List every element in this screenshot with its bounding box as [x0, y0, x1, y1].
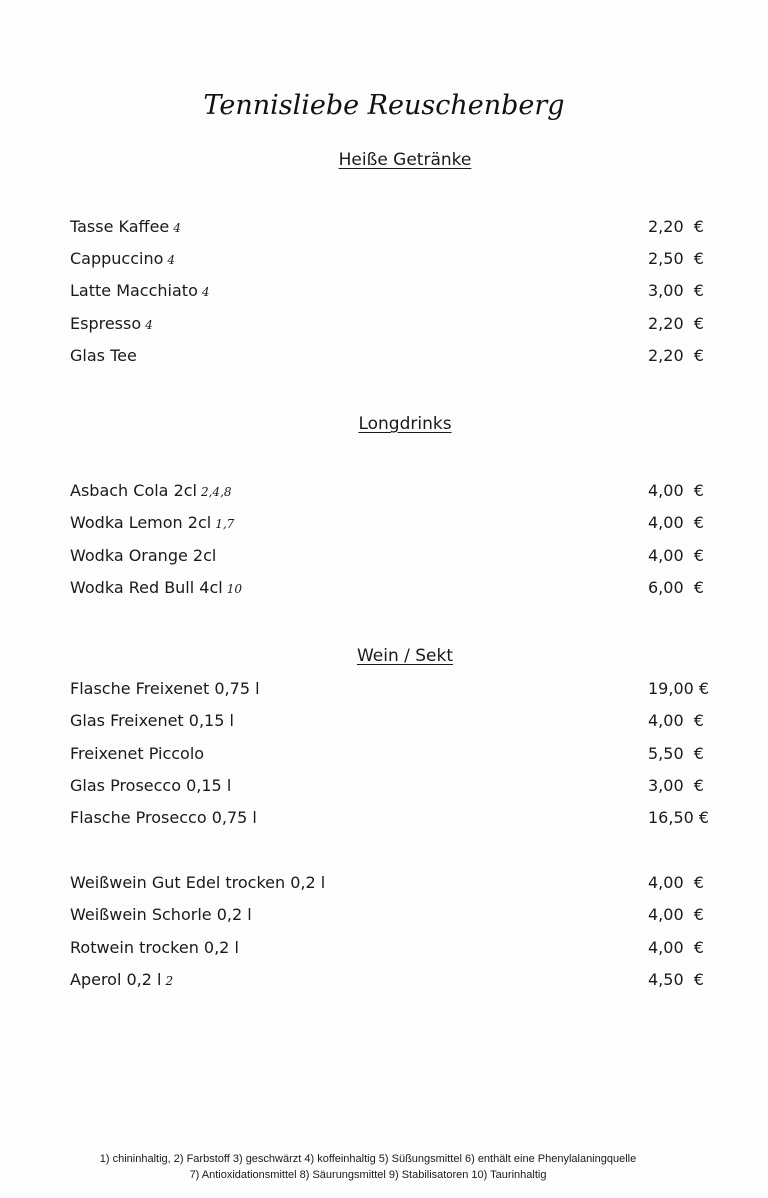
- menu-item-label: Freixenet Piccolo: [70, 744, 205, 763]
- menu-item-name: [70, 546, 220, 565]
- additive-note: 4: [201, 285, 210, 299]
- additive-note: 4: [173, 221, 181, 235]
- menu-item-price: 16,50 €: [648, 808, 710, 827]
- menu-item: [70, 744, 712, 766]
- menu-item-name: [70, 281, 210, 300]
- page-title: Tennisliebe Reuschenberg: [203, 90, 565, 121]
- additive-note: 2: [165, 974, 174, 988]
- menu-item: [70, 546, 712, 568]
- menu-item-price: 2,50 €: [648, 249, 704, 268]
- menu-item-label: Aperol 0,2 l: [70, 970, 162, 989]
- menu-item-label: Espresso: [70, 314, 142, 333]
- menu-item: [70, 905, 712, 927]
- additive-note: 2,4,8: [200, 485, 232, 499]
- menu-item-name: [70, 873, 329, 892]
- menu-item-price: 4,00 €: [648, 938, 704, 957]
- menu-item-label: Weißwein Schorle 0,2 l: [70, 905, 252, 924]
- menu-item: [70, 314, 712, 336]
- menu-item-label: Flasche Freixenet 0,75 l: [70, 679, 260, 698]
- menu-item-name: [70, 938, 243, 957]
- allergen-footnote: [0, 1151, 736, 1183]
- menu-item-name: [70, 776, 235, 795]
- menu-item: [70, 481, 712, 503]
- menu-item: [70, 217, 712, 239]
- menu-item-price: 2,20 €: [648, 217, 704, 236]
- menu-item-label: Flasche Prosecco 0,75 l: [70, 808, 257, 827]
- menu-item-label: Glas Freixenet 0,15 l: [70, 711, 234, 730]
- menu-item-name: [70, 905, 256, 924]
- menu-item-name: [70, 513, 234, 532]
- section-heading-longdrinks: Longdrinks: [358, 414, 452, 434]
- menu-item: [70, 970, 712, 992]
- menu-item-price: 4,00 €: [648, 711, 704, 730]
- footnote-line-1: 1) chininhaltig, 2) Farbstoff 3) geschwärzt 4) koffeinhaltig 5) Süßungsmittel 6) enthält eine Phenylalaningquelle: [99, 1153, 637, 1165]
- menu-item: [70, 513, 712, 535]
- menu-item-name: [70, 481, 232, 500]
- menu-item-label: Weißwein Gut Edel trocken 0,2 l: [70, 873, 326, 892]
- menu-item: [70, 776, 712, 798]
- menu-item-price: 4,50 €: [648, 970, 704, 989]
- menu-item: [70, 938, 712, 960]
- menu-item-label: Latte Macchiato: [70, 281, 198, 300]
- menu-item-label: Tasse Kaffee: [70, 217, 170, 236]
- menu-item-price: 5,50 €: [648, 744, 704, 763]
- additive-note: 4: [167, 253, 176, 267]
- menu-item-label: Asbach Cola 2cl: [70, 481, 197, 500]
- menu-item-label: Wodka Lemon 2cl: [70, 513, 212, 532]
- menu-item-price: 19,00 €: [648, 679, 710, 698]
- menu-item-name: [70, 346, 141, 365]
- menu-item-label: Cappuccino: [70, 249, 164, 268]
- menu-item: [70, 808, 712, 830]
- menu-item-label: Wodka Orange 2cl: [70, 546, 217, 565]
- section-heading-hot-drinks: Heiße Getränke: [338, 150, 472, 170]
- additive-note: 1,7: [215, 517, 235, 531]
- menu-item-price: 4,00 €: [648, 481, 704, 500]
- menu-item-name: [70, 578, 242, 597]
- menu-item-label: Glas Prosecco 0,15 l: [70, 776, 232, 795]
- menu-item-price: 4,00 €: [648, 546, 704, 565]
- menu-item-name: [70, 249, 175, 268]
- menu-item-price: 2,20 €: [648, 346, 704, 365]
- menu-item-name: [70, 679, 264, 698]
- menu-item-price: 6,00 €: [648, 578, 704, 597]
- menu-item: [70, 578, 712, 600]
- additive-note: 10: [226, 582, 242, 596]
- menu-item-name: [70, 711, 238, 730]
- menu-item-label: Glas Tee: [70, 346, 137, 365]
- menu-item: [70, 281, 712, 303]
- menu-item-price: 3,00 €: [648, 281, 704, 300]
- menu-item: [70, 249, 712, 271]
- section-heading-wine: Wein / Sekt: [356, 646, 454, 666]
- menu-item-name: [70, 744, 208, 763]
- footnote-line-2: 7) Antioxidationsmittel 8) Säurungsmittel 9) Stabilisatoren 10) Taurinhaltig: [189, 1169, 547, 1181]
- menu-item-name: [70, 808, 261, 827]
- menu-item-label: Wodka Red Bull 4cl: [70, 578, 223, 597]
- menu-item-label: Rotwein trocken 0,2 l: [70, 938, 239, 957]
- menu-item-name: [70, 314, 153, 333]
- menu-item-price: 2,20 €: [648, 314, 704, 333]
- menu-item: [70, 679, 712, 701]
- menu-item-price: 4,00 €: [648, 905, 704, 924]
- menu-item-price: 4,00 €: [648, 513, 704, 532]
- menu-item: [70, 711, 712, 733]
- menu-item: [70, 873, 712, 895]
- menu-item-price: 4,00 €: [648, 873, 704, 892]
- additive-note: 4: [145, 318, 153, 332]
- menu-item-price: 3,00 €: [648, 776, 704, 795]
- menu-item: [70, 346, 712, 368]
- menu-item-name: [70, 217, 181, 236]
- menu-item-name: [70, 970, 173, 989]
